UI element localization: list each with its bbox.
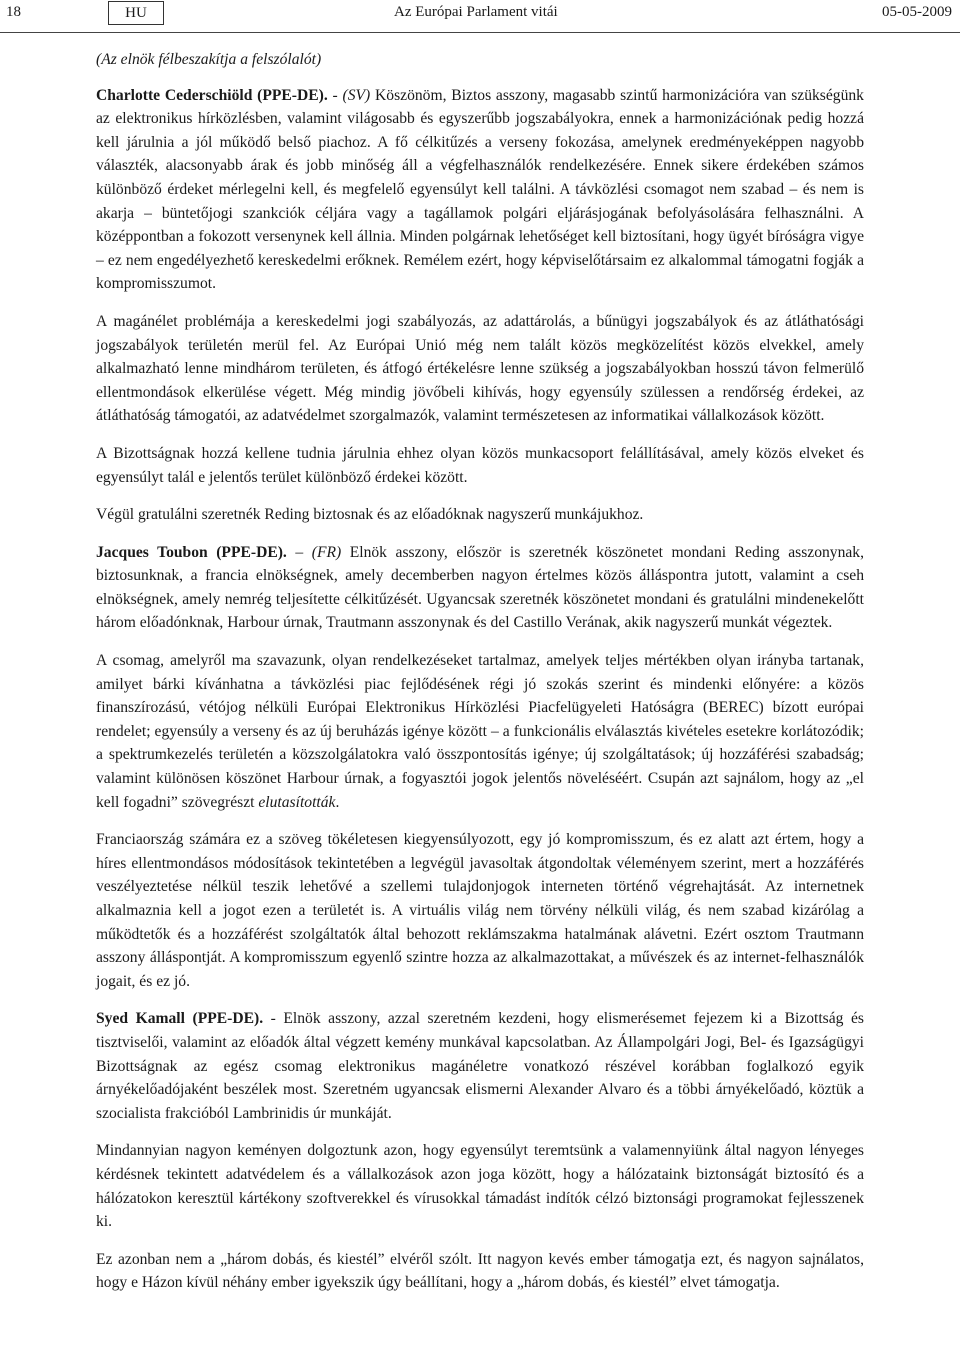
- paragraph-text: A csomag, amelyről ma szavazunk, olyan rendelkezéseket tartalmaz, amelyek teljes mértékben olyan irányba tartanak, amilyet bárki kívánhatna a távközlési piac fejlődésének régi jó szokás szerint és mindenki előnyére: a közös finanszírozású, vétójog nélküli Európai Elektronikus Hírközlési Piacfelügyeleti Hatóságra (BEREC) bízott európai rendelet; egyensúly a verseny és az új beruházás igénye között – a funkcionális elválasztás kivételes esetekre korlátozódik; a spektrumkezelés területén a közszolgálatokra való összpontosítás igénye; új szolgáltatások; új hozzáférési szabadság; valamint különösen köszönet Harbour úrnak, a fogyasztói jogok jelentős növeléséért. Csupán azt sajnálom, hogy az „el kell fogadni” szövegrészt: [96, 652, 864, 811]
- publication-title: Az Európai Parlament vitái: [394, 4, 558, 20]
- paragraph: Franciaország számára ez a szöveg tökéletesen kiegyensúlyozott, egy jó kompromisszum, és ez alatt azt értem, hogy a híres ellentmondásos módosítások tekintetében a legvégül javasoltak átgondoltak véleményem szerint, mert a hozzáférés veszélyeztetése nélkül teszik lehetővé a szellemi tulajdonjogok interneten történő végrehajtását. Az internetnek alkalmaznia kell a jogot ezen a területét is. A virtuális világ nem törvény nélküli világ, és nem szabad kizárólag a működtetők és a hozzáférést szolgáltatók által behozott reklámszakma hatalmának alávetni. Ezért osztom Trautmann asszony álláspontját. A kompromisszum egyenlő szintre hozza az alkalmazottakat, a művészek és az internet-felhasználók jogait, és ez jó.: [96, 831, 864, 990]
- paragraph: A Bizottságnak hozzá kellene tudnia járulnia ehhez olyan közös munkacsoport felállításával, amely közös elveket és egyensúlyt talál e jelentős terület különböző érdekei között.: [96, 444, 864, 486]
- language-tag: (FR): [311, 543, 342, 561]
- speech-text: Elnök asszony, először is szeretnék köszönetet mondani Reding asszonynak, biztosunknak, a francia elnökségnek, amely decemberben nagyon értelmes közös álláspontra jutott, valamint a cseh elnökségnek, amely nemrég teljesítette célkitűzését. Ugyancsak szeretnék köszönetet mondani és gratulálni mindenekelőtt három előadónknak, Harbour úrnak, Trautmann asszonynak és del Castillo Verának, akik nagyszerű munkát végeztek.: [96, 543, 865, 632]
- paragraph: Mindannyian nagyon keményen dolgoztunk azon, hogy egyensúlyt teremtsünk a valamennyiünk által nagyon lényeges kérdésnek tekintett adatvédelem és a vállalkozások azon joga között, hogy a hálózataink biztonságát biztosító és a hálózatokon keresztül kártékony szoftverekkel és vírusokkal támadást indítók célzó biztonsági programokat fejlesszenek ki.: [96, 1142, 864, 1231]
- paragraph: A magánélet problémája a kereskedelmi jogi szabályozás, az adattárolás, a bűnügyi jogszabályok és az átláthatósági jogszabályok területén merül fel. Az Európai Unió még nem talált közös megközelítést közös elvekkel, amely alkalmazható lenne mindhárom területen, és átfogó értékelésre lenne szükség a jogszabályokban hosszú távon felmerülő ellentmondások elkerülése végett. Még mindig jövőbeli kihívás, hogy egyensúly szülessen a rendőrség érdekei, az átláthatóság támogatói, az adatvédelmet szorgalmazók, valamint természetesen az informatikai vállalkozások között.: [96, 312, 864, 425]
- language-code-box: HU: [108, 1, 164, 25]
- stage-direction: (Az elnök félbeszakítja a felszólalót): [96, 51, 322, 68]
- separator: –: [286, 543, 312, 561]
- speech-text: Köszönöm, Biztos asszony, magasabb szintű harmonizációra van szükségünk az elektronikus hírközlésben, valamint világosabb és egyszerűbb jogszabályokra, ennek a harmonizációnak pedig hozzá kell járulnia a jól működő belső piachoz. A fő célkitűzés a verseny fokozása, amelynek eredményeképpen nagyobb választék, alacsonyabb árak és jobb minőség áll a végfelhasználók rendelkezésére. Ennek sikere érdekében számos különböző érdeket mérlegelni kell, és megfelelő egyensúlyt kell találni. A távközlési csomagot nem szabad – és nem is akarja – büntetőjogi szankciók céljára vagy a tagállamok polgári eljárásjogának befolyásolására felhasználni. A középpontban a fokozott versenynek kell állnia. Minden polgárnak lehetőséget kell biztosítani, hogy ügyét bíróságra vigye – ez nem engedélyezhető kereskedelmi erőknek. Remélem ezért, hogy képviselőtársaim ez alkalommal támogatni fogják a kompromisszumot.: [96, 86, 864, 293]
- speaker-name: Jacques Toubon (PPE-DE).: [96, 543, 287, 561]
- language-tag: (SV): [342, 86, 371, 104]
- speech-toubon: [96, 541, 864, 635]
- paragraph: Ez azonban nem a „három dobás, és kiestél” elvéről szólt. Itt nagyon kevés ember támogatja ezt, és nagyon sajnálatos, hogy e Házon kívül néhány ember igyekszik úgy beállítani, hogy a „három dobás, és kiestél” elvet támogatja.: [96, 1250, 864, 1292]
- publication-date: 05-05-2009: [882, 4, 952, 20]
- speech-kamall: [96, 1007, 864, 1125]
- page-number: 18: [6, 4, 21, 20]
- paragraph-end: .: [335, 793, 340, 811]
- paragraph: Végül gratulálni szeretnék Reding biztosnak és az előadóknak nagyszerű munkájukhoz.: [96, 506, 644, 524]
- page-header: [0, 0, 960, 34]
- speaker-name: Charlotte Cederschiöld (PPE-DE).: [96, 86, 328, 104]
- paragraph: [96, 649, 864, 814]
- header-rule: [0, 32, 960, 33]
- speech-text: - Elnök asszony, azzal szeretném kezdeni, hogy elismerésemet fejezem ki a Bizottság és tisztviselői, valamint az előadók által végzett kemény munkával kapcsolatban. Az Állampolgári Jogi, Bel- és Igazságügyi Bizottságnak az egész csomag elektronikus magánéletre vonatkozó részével korábban foglalkozó egyik árnyékelőadójaként beszélek most. Szeretném ugyancsak elismerni Alexander Alvaro és a többi árnyékelőadó, köztük a szocialista frakcióból Lambrinidis úr munkáját.: [96, 1010, 864, 1122]
- italic-term: elutasították: [258, 793, 336, 811]
- speaker-name: Syed Kamall (PPE-DE).: [96, 1010, 264, 1028]
- document-body: [96, 48, 864, 1309]
- separator: -: [327, 86, 343, 104]
- speech-cederschiold: [96, 84, 864, 296]
